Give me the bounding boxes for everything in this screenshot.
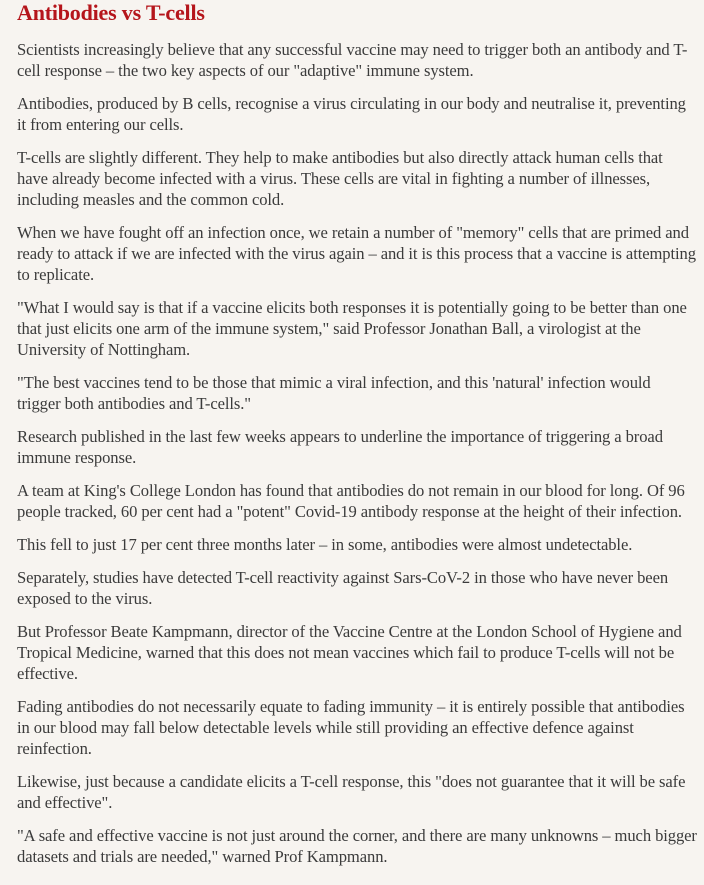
- paragraph-13: Likewise, just because a candidate elicits a T-cell response, this "does not guarantee that it will be safe and effective".: [17, 772, 686, 812]
- article-body: [17, 0, 697, 867]
- paragraph-8: A team at King's College London has found that antibodies do not remain in our blood for long. Of 96 people tracked, 60 per cent had a "potent" Covid-19 antibody response at the height of their infection.: [17, 481, 685, 521]
- paragraph-2: Antibodies, produced by B cells, recognise a virus circulating in our body and neutralise it, preventing it from entering our cells.: [17, 94, 686, 134]
- paragraph-10: Separately, studies have detected T-cell reactivity against Sars-CoV-2 in those who have never been exposed to the virus.: [17, 568, 669, 608]
- paragraph-4: When we have fought off an infection once, we retain a number of "memory" cells that are primed and ready to attack if we are infected with the virus again – and it is this process that a vaccine is attempting to replicate.: [17, 223, 696, 284]
- paragraph-1: Scientists increasingly believe that any successful vaccine may need to trigger both an antibody and T-cell response – the two key aspects of our "adaptive" immune system.: [17, 40, 688, 80]
- paragraph-6: "The best vaccines tend to be those that mimic a viral infection, and this 'natural' infection would trigger both antibodies and T-cells.": [17, 373, 651, 413]
- paragraph-5: "What I would say is that if a vaccine elicits both responses it is potentially going to be better than one that just elicits one arm of the immune system," said Professor Jonathan Ball, a virologist at the University of Nottingham.: [17, 298, 687, 359]
- paragraph-3: T-cells are slightly different. They help to make antibodies but also directly attack human cells that have already become infected with a virus. These cells are vital in fighting a number of illnesses, including measles and the common cold.: [17, 148, 663, 209]
- paragraph-7: Research published in the last few weeks appears to underline the importance of triggering a broad immune response.: [17, 427, 663, 467]
- paragraph-12: Fading antibodies do not necessarily equate to fading immunity – it is entirely possible that antibodies in our blood may fall below detectable levels while still providing an effective defence against reinfection.: [17, 697, 685, 758]
- paragraph-14: "A safe and effective vaccine is not just around the corner, and there are many unknowns – much bigger datasets and trials are needed," warned Prof Kampmann.: [17, 826, 697, 866]
- paragraph-11: But Professor Beate Kampmann, director of the Vaccine Centre at the London School of Hygiene and Tropical Medicine, warned that this does not mean vaccines which fail to produce T-cells will not be effective.: [17, 622, 682, 683]
- paragraph-9: This fell to just 17 per cent three months later – in some, antibodies were almost undetectable.: [17, 535, 633, 554]
- section-heading: Antibodies vs T-cells: [17, 0, 205, 25]
